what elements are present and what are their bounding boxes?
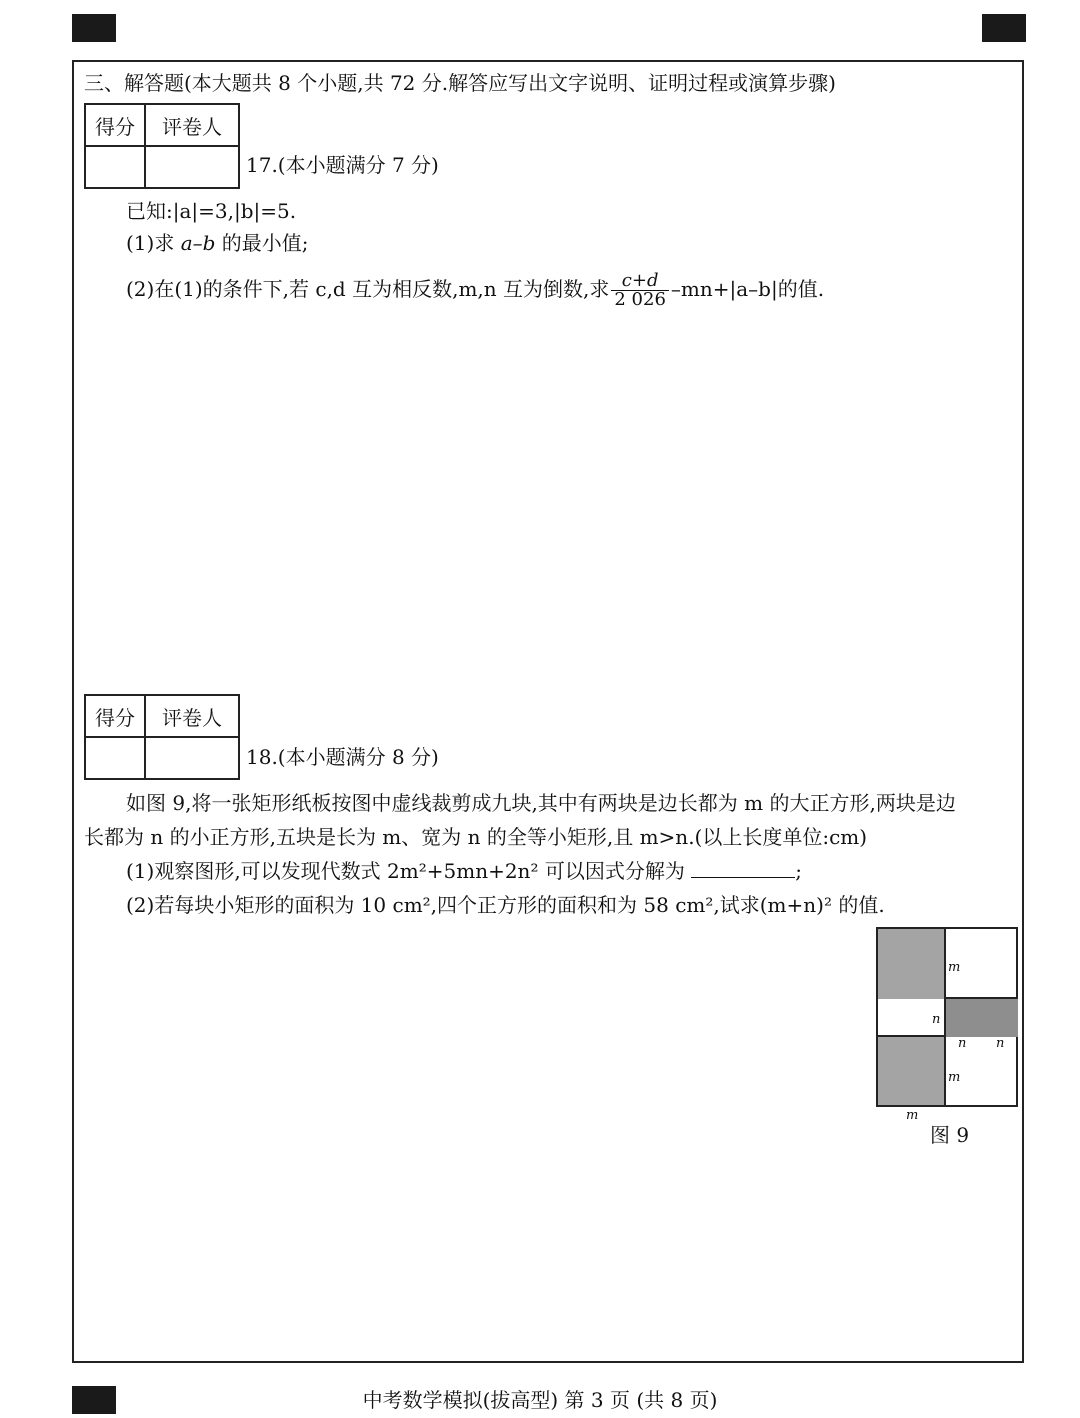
label-m-base: m — [906, 1108, 919, 1123]
score-cell[interactable] — [85, 737, 145, 779]
label-m-bottom: m — [948, 1070, 961, 1085]
label-n-left: n — [958, 1036, 967, 1051]
q17-part1: (1)求 a–b 的最小值; — [126, 231, 309, 255]
answer-blank[interactable] — [691, 859, 795, 878]
grader-cell[interactable] — [145, 146, 239, 188]
q18-part2: (2)若每块小矩形的面积为 10 cm²,四个正方形的面积和为 58 cm²,试求(m+n)² 的值. — [126, 893, 885, 917]
large-square-top — [878, 929, 946, 999]
score-table-q18 — [84, 694, 240, 780]
score-header: 得分 — [85, 695, 145, 737]
grader-header: 评卷人 — [145, 104, 239, 146]
score-table-q17 — [84, 103, 240, 189]
figure-caption: 图 9 — [930, 1123, 970, 1147]
label-m-top: m — [948, 960, 961, 975]
section-heading: 三、解答题(本大题共 8 个小题,共 72 分.解答应写出文字说明、证明过程或演算步骤) — [84, 71, 836, 95]
large-square-bottom — [878, 1037, 946, 1105]
fraction: $\frac{c+d}{2 026}$ — [611, 272, 669, 309]
q18-line2: 长都为 n 的小正方形,五块是长为 m、宽为 n 的全等小矩形,且 m>n.(以上长度单位:cm) — [84, 825, 868, 849]
q17-part2: (2)在(1)的条件下,若 c,d 互为相反数,m,n 互为倒数,求 $\frac{c+d}{2 026}$ –mn+|a–b|的值. — [126, 270, 825, 310]
registration-mark-top-right — [982, 14, 1026, 42]
registration-mark-top-left — [72, 14, 116, 42]
score-cell[interactable] — [85, 146, 145, 188]
figure-9 — [876, 927, 1018, 1107]
q17-given: 已知:|a|=3,|b|=5. — [126, 199, 297, 223]
q17-title: 17.(本小题满分 7 分) — [246, 153, 439, 177]
page-footer: 中考数学模拟(拔高型) 第 3 页 (共 8 页) — [362, 1388, 718, 1412]
small-square-middle — [946, 999, 1018, 1037]
label-n-middle: n — [932, 1012, 941, 1027]
q18-part1: (1)观察图形,可以发现代数式 2m²+5mn+2n² 可以因式分解为 ; — [126, 859, 802, 883]
grader-header: 评卷人 — [145, 695, 239, 737]
grader-cell[interactable] — [145, 737, 239, 779]
q18-title: 18.(本小题满分 8 分) — [246, 745, 439, 769]
label-n-right: n — [996, 1036, 1005, 1051]
score-header: 得分 — [85, 104, 145, 146]
q18-line1: 如图 9,将一张矩形纸板按图中虚线裁剪成九块,其中有两块是边长都为 m 的大正方形,两块是边 — [126, 791, 956, 815]
